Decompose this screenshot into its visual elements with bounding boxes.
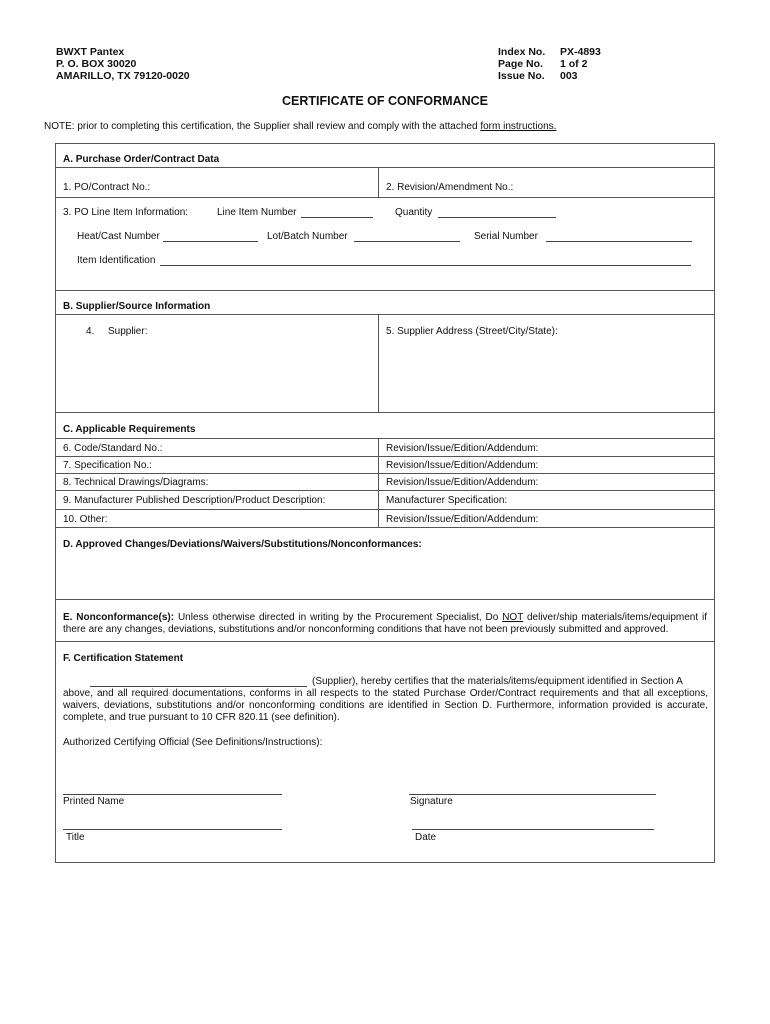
index-label: Index No.	[498, 46, 546, 58]
revision-amendment-label: 2. Revision/Amendment No.:	[386, 182, 514, 193]
section-e-text-after: deliver/ship materials/items/equipment if there are any changes, deviations, substitutions and/or nonconforming conditions that have not been previously submitted and approved.	[63, 612, 708, 635]
technical-drawings-label: 8. Technical Drawings/Diagrams:	[63, 477, 209, 488]
lot-batch-field[interactable]	[354, 241, 460, 242]
serial-number-label: Serial Number	[474, 231, 538, 242]
not-emphasis: NOT	[502, 612, 524, 623]
section-e-text-before: Unless otherwise directed in writing by the Procurement Specialist, Do	[174, 612, 503, 623]
section-a-heading: A. Purchase Order/Contract Data	[63, 154, 220, 165]
technical-drawings-revision-label: Revision/Issue/Edition/Addendum:	[386, 477, 539, 488]
form-instructions-link[interactable]: form instructions.	[480, 121, 557, 132]
certification-statement-line1: (Supplier), hereby certifies that the materials/items/equipment identified in Section A	[312, 676, 683, 687]
serial-number-field[interactable]	[546, 241, 692, 242]
company-address-line2: AMARILLO, TX 79120-0020	[56, 70, 190, 82]
section-d-heading: D. Approved Changes/Deviations/Waivers/Substitutions/Nonconformances:	[63, 539, 422, 550]
po-contract-label: 1. PO/Contract No.:	[63, 182, 151, 193]
issue-value: 003	[560, 70, 578, 82]
signature-field[interactable]	[409, 794, 656, 795]
printed-name-label: Printed Name	[63, 796, 125, 807]
manufacturer-description-label: 9. Manufacturer Published Description/Product Description:	[63, 495, 326, 506]
supplier-number: 4.	[86, 326, 95, 337]
section-e-heading: E. Nonconformance(s):	[63, 612, 175, 623]
other-revision-label: Revision/Issue/Edition/Addendum:	[386, 514, 539, 525]
lot-batch-label: Lot/Batch Number	[267, 231, 348, 242]
supplier-name-field[interactable]	[90, 686, 307, 687]
company-name: BWXT Pantex	[56, 46, 125, 58]
title-label: Title	[66, 832, 85, 843]
signature-label: Signature	[410, 796, 453, 807]
code-standard-revision-label: Revision/Issue/Edition/Addendum:	[386, 443, 539, 454]
supplier-label: Supplier:	[108, 326, 148, 337]
manufacturer-specification-label: Manufacturer Specification:	[386, 495, 508, 506]
item-identification-field[interactable]	[160, 265, 691, 266]
code-standard-label: 6. Code/Standard No.:	[63, 443, 163, 454]
heat-cast-label: Heat/Cast Number	[77, 231, 160, 242]
authorized-official-label: Authorized Certifying Official (See Definitions/Instructions):	[63, 737, 323, 748]
section-c-heading: C. Applicable Requirements	[63, 424, 196, 435]
certification-statement-body: above, and all required documentations, conforms in all respects to the stated Purchase Order/Contract requirements and that all exceptions, waivers, deviations, substitutions and/or nonconforming conditions are identified in Section D. Furthermore, information provided is accurate, complete, and true pursuant to 10 CFR 820.11 (see definition).	[63, 688, 708, 723]
date-field[interactable]	[412, 829, 654, 830]
note-text	[44, 121, 556, 133]
index-value: PX-4893	[560, 46, 601, 58]
item-identification-label: Item Identification	[77, 255, 156, 266]
specification-label: 7. Specification No.:	[63, 460, 152, 471]
line-item-info-label: 3. PO Line Item Information:	[63, 207, 189, 218]
supplier-address-label: 5. Supplier Address (Street/City/State):	[386, 326, 558, 337]
other-label: 10. Other:	[63, 514, 108, 525]
specification-revision-label: Revision/Issue/Edition/Addendum:	[386, 460, 539, 471]
line-item-number-field[interactable]	[301, 217, 373, 218]
page-title: CERTIFICATE OF CONFORMANCE	[281, 94, 488, 108]
company-address-line1: P. O. BOX 30020	[56, 58, 137, 70]
page-label: Page No.	[498, 58, 543, 70]
printed-name-field[interactable]	[63, 794, 282, 795]
section-e-text	[63, 612, 707, 636]
page-value: 1 of 2	[560, 58, 588, 70]
title-field[interactable]	[63, 829, 282, 830]
section-b-heading: B. Supplier/Source Information	[63, 301, 211, 312]
note-body: NOTE: prior to completing this certification, the Supplier shall review and comply with the attached	[44, 121, 481, 132]
heat-cast-field[interactable]	[163, 241, 258, 242]
quantity-label: Quantity	[395, 207, 433, 218]
issue-label: Issue No.	[498, 70, 545, 82]
line-item-number-label: Line Item Number	[217, 207, 297, 218]
quantity-field[interactable]	[438, 217, 556, 218]
date-label: Date	[415, 832, 437, 843]
section-f-heading: F. Certification Statement	[63, 653, 184, 664]
